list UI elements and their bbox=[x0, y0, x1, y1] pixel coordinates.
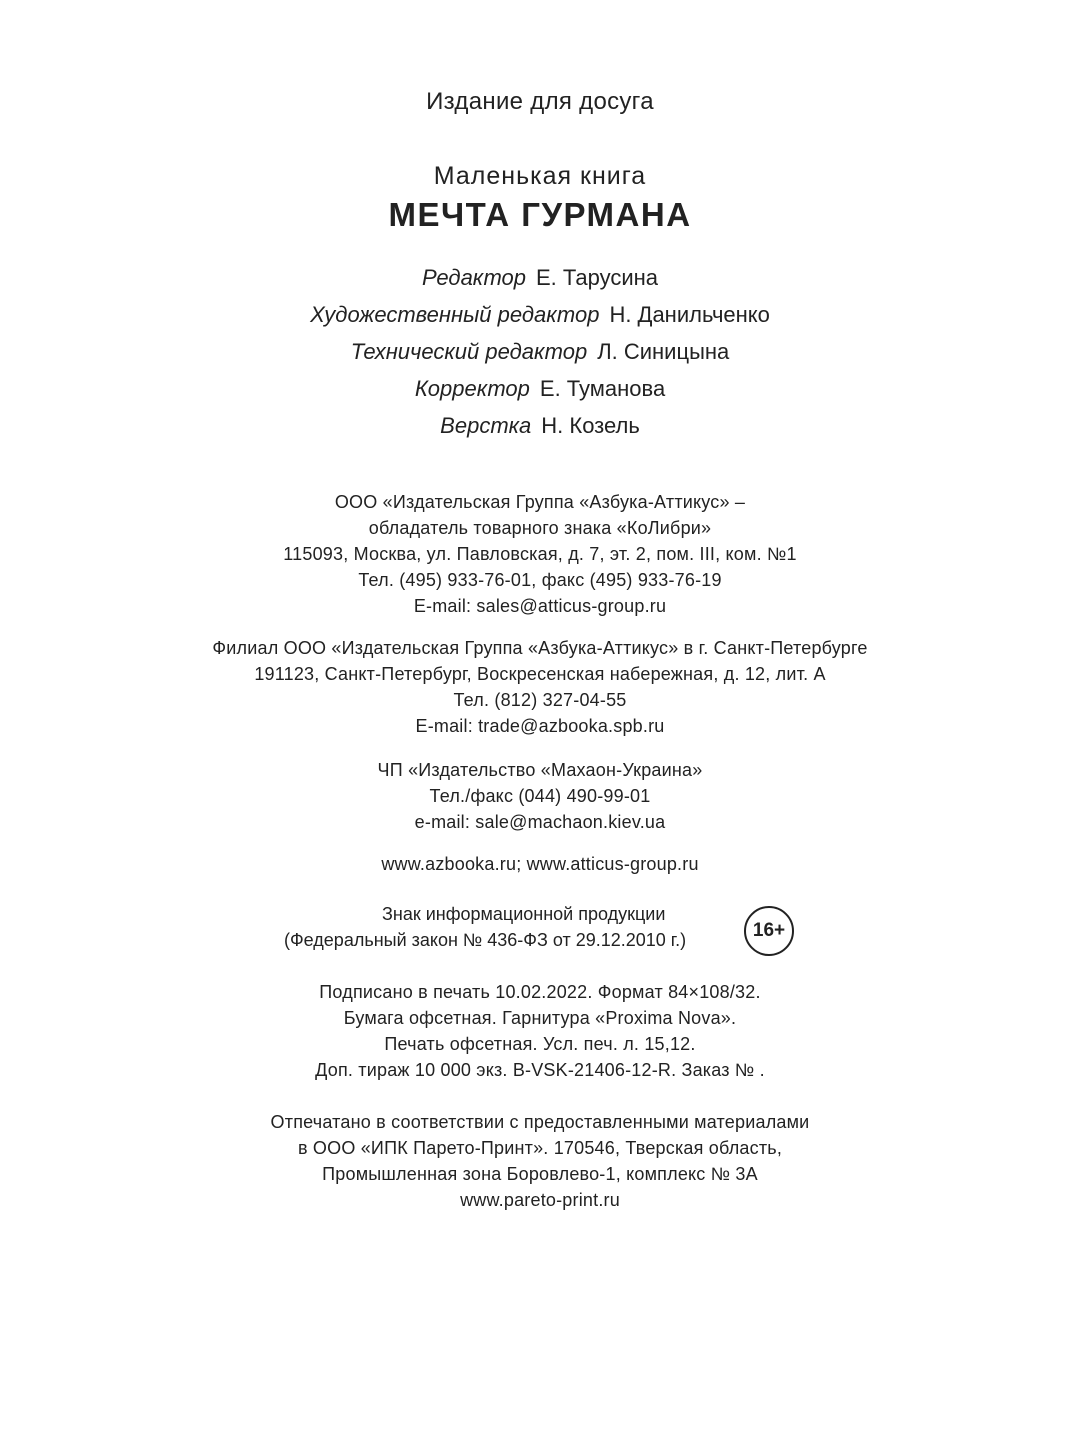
credit-person: Л. Синицына bbox=[597, 339, 730, 364]
print-info-line2: Бумага офсетная. Гарнитура «Proxima Nova». bbox=[343, 1008, 737, 1028]
credit-editor bbox=[0, 265, 1080, 291]
credit-role: Корректор bbox=[414, 376, 530, 401]
publisher-line1: ООО «Издательская Группа «Азбука-Аттикус» – bbox=[334, 492, 746, 512]
edition-type: Издание для досуга bbox=[426, 88, 654, 115]
credit-person: Е. Тарусина bbox=[536, 265, 658, 290]
credit-proofreader bbox=[0, 376, 1080, 402]
info-sign-line2: (Федеральный закон № 436-ФЗ от 29.12.2010 г.) bbox=[284, 930, 687, 950]
print-info-line3: Печать офсетная. Усл. печ. л. 15,12. bbox=[384, 1034, 696, 1054]
credit-tech-editor bbox=[0, 339, 1080, 365]
book-title: МЕЧТА ГУРМАНА bbox=[388, 196, 692, 233]
credit-role: Верстка bbox=[440, 413, 532, 438]
credit-role: Редактор bbox=[422, 265, 526, 290]
credit-role: Художественный редактор bbox=[310, 302, 600, 327]
ukraine-email: e-mail: sale@machaon.kiev.ua bbox=[414, 812, 666, 832]
credit-person: Е. Туманова bbox=[539, 376, 666, 401]
info-sign-line1: Знак информационной продукции bbox=[382, 904, 666, 924]
info-sign bbox=[0, 902, 1080, 962]
branch-phone: Тел. (812) 327-04-55 bbox=[453, 690, 627, 710]
printer-line1: Отпечатано в соответствии с предоставленными материалами bbox=[270, 1112, 810, 1132]
ukraine-phone: Тел./факс (044) 490-99-01 bbox=[429, 786, 651, 806]
printer-line3: Промышленная зона Боровлево-1, комплекс № 3А bbox=[322, 1164, 758, 1184]
publisher-line2: обладатель товарного знака «КоЛибри» bbox=[368, 518, 712, 538]
branch-address: 191123, Санкт-Петербург, Воскресенская набережная, д. 12, лит. А bbox=[254, 664, 826, 684]
publisher-address: 115093, Москва, ул. Павловская, д. 7, эт. 2, пом. III, ком. №1 bbox=[283, 544, 797, 564]
credit-layout bbox=[0, 413, 1080, 439]
publisher-email: E-mail: sales@atticus-group.ru bbox=[413, 596, 667, 616]
websites: www.azbooka.ru; www.atticus-group.ru bbox=[381, 854, 699, 874]
series-title: Маленькая книга bbox=[433, 162, 647, 190]
branch-line1: Филиал ООО «Издательская Группа «Азбука-Аттикус» в г. Санкт-Петербурге bbox=[212, 638, 868, 658]
publisher-phone: Тел. (495) 933-76-01, факс (495) 933-76-19 bbox=[358, 570, 722, 590]
branch-email: E-mail: trade@azbooka.spb.ru bbox=[415, 716, 665, 736]
ukraine-line1: ЧП «Издательство «Махаон-Украина» bbox=[377, 760, 703, 780]
age-rating-badge: 16+ bbox=[744, 906, 794, 956]
credit-role: Технический редактор bbox=[350, 339, 588, 364]
print-info-line4: Доп. тираж 10 000 экз. B-VSK-21406-12-R. Заказ № . bbox=[315, 1060, 765, 1080]
credit-person: Н. Данильченко bbox=[609, 302, 770, 327]
credit-person: Н. Козель bbox=[541, 413, 640, 438]
print-info-line1: Подписано в печать 10.02.2022. Формат 84×108/32. bbox=[319, 982, 761, 1002]
printer-line2: в ООО «ИПК Парето-Принт». 170546, Тверская область, bbox=[297, 1138, 783, 1158]
printer-website: www.pareto-print.ru bbox=[460, 1190, 620, 1210]
credit-art-editor bbox=[0, 302, 1080, 328]
